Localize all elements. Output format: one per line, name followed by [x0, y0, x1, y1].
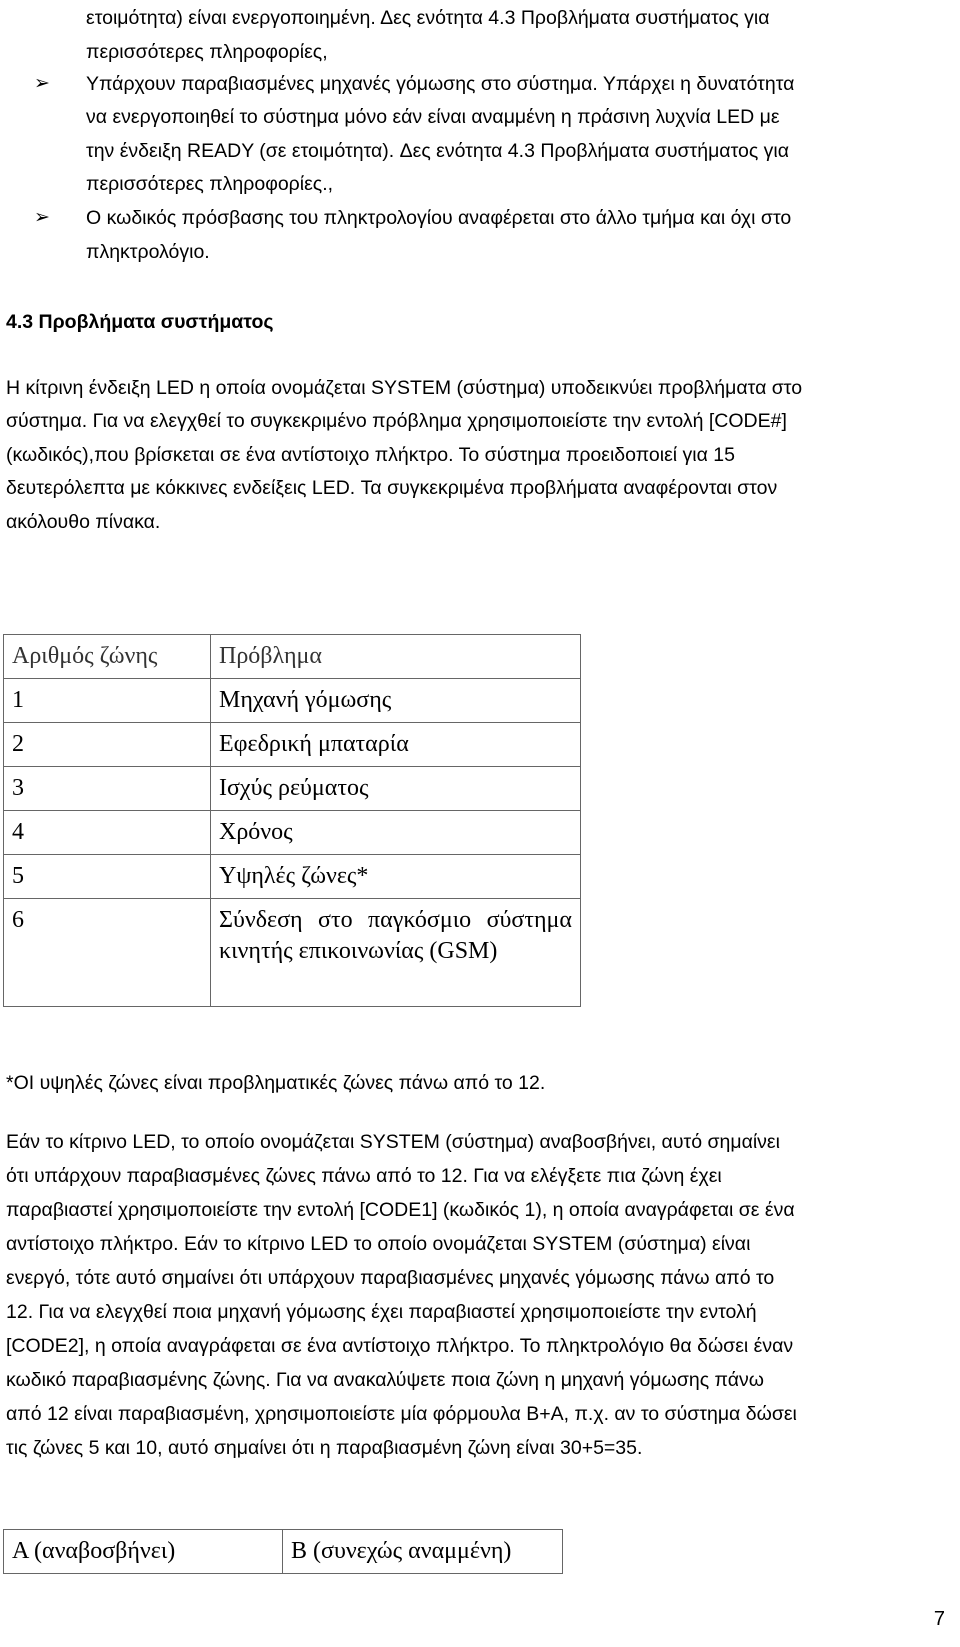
table-row [4, 811, 581, 855]
bullet-line: την ένδειξη READY (σε ετοιμότητα). Δες ενότητα 4.3 Προβλήματα συστήματος για [86, 140, 790, 162]
led-state-cell: Β (συνεχώς αναμμένη) [283, 1530, 563, 1574]
zone-number-cell: 2 [4, 723, 211, 767]
paragraph-line: (κωδικός),που βρίσκεται σε ένα αντίστοιχο πλήκτρο. Το σύστημα προειδοποιεί για 15 [6, 444, 735, 466]
zone-problem-table [3, 634, 581, 1007]
footnote: *ΟΙ υψηλές ζώνες είναι προβληματικές ζώνες πάνω από το 12. [6, 1072, 546, 1094]
table-row [4, 723, 581, 767]
bullet-line: πληκτρολόγιο. [86, 241, 210, 263]
problem-cell: Ισχύς ρεύματος [211, 767, 581, 811]
paragraph-line: Εάν το κίτρινο LED, το οποίο ονομάζεται SYSTEM (σύστημα) αναβοσβήνει, αυτό σημαίνει [6, 1131, 780, 1153]
problem-cell: Εφεδρική μπαταρία [211, 723, 581, 767]
problem-cell: Μηχανή γόμωσης [211, 679, 581, 723]
zone-number-cell: 3 [4, 767, 211, 811]
problem-cell: Υψηλές ζώνες* [211, 855, 581, 899]
table-header-cell: Πρόβλημα [211, 635, 581, 679]
bullet-line: Ο κωδικός πρόσβασης του πληκτρολογίου αναφέρεται στο άλλο τμήμα και όχι στο [86, 207, 792, 229]
paragraph-line: 12. Για να ελεγχθεί ποια μηχανή γόμωσης έχει παραβιαστεί χρησιμοποιείστε την εντολή [6, 1301, 757, 1323]
section-heading: 4.3 Προβλήματα συστήματος [6, 311, 274, 333]
paragraph-line: [CODE2], η οποία αναγράφεται σε ένα αντίστοιχο πλήκτρο. Το πληκτρολόγιο θα δώσει έναν [6, 1335, 794, 1357]
table-row [4, 679, 581, 723]
paragraph-line: ακόλουθο πίνακα. [6, 511, 161, 533]
bullet-line: Υπάρχουν παραβιασμένες μηχανές γόμωσης στο σύστημα. Υπάρχει η δυνατότητα [86, 73, 795, 95]
table-header-cell: Αριθμός ζώνης [4, 635, 211, 679]
bullet-line: να ενεργοποιηθεί το σύστημα μόνο εάν είναι αναμμένη η πράσινη λυχνία LED με [86, 106, 780, 128]
table-header-row [4, 635, 581, 679]
paragraph-line: από 12 είναι παραβιασμένη, χρησιμοποιείστε μία φόρμουλα Β+Α, π.χ. αν το σύστημα δώσει [6, 1403, 797, 1425]
led-state-table [3, 1529, 563, 1574]
paragraph-line: τις ζώνες 5 και 10, αυτό σημαίνει ότι η παραβιασμένη ζώνη είναι 30+5=35. [6, 1437, 643, 1459]
page-number: 7 [933, 1608, 945, 1630]
table-row [4, 899, 581, 1007]
paragraph-line: παραβιαστεί χρησιμοποιείστε την εντολή [CODE1] (κωδικός 1), η οποία αναγράφεται σε ένα [6, 1199, 795, 1221]
table-row [4, 1530, 563, 1574]
paragraph-line: δευτερόλεπτα με κόκκινες ενδείξεις LED. Τα συγκεκριμένα προβλήματα αναφέρονται στον [6, 477, 778, 499]
zone-number-cell: 1 [4, 679, 211, 723]
paragraph-line: ότι υπάρχουν παραβιασμένες ζώνες πάνω από το 12. Για να ελέγξετε πια ζώνη έχει [6, 1165, 722, 1187]
arrow-bullet-icon: ➢ [34, 207, 50, 228]
led-state-cell: Α (αναβοσβήνει) [4, 1530, 283, 1574]
problem-cell: Χρόνος [211, 811, 581, 855]
paragraph-line: Η κίτρινη ένδειξη LED η οποία ονομάζεται SYSTEM (σύστημα) υποδεικνύει προβλήματα στο [6, 377, 803, 399]
text-line: περισσότερες πληροφορίες, [86, 41, 328, 63]
zone-number-cell: 6 [4, 899, 211, 1007]
text-line: ετοιμότητα) είναι ενεργοποιημένη. Δες ενότητα 4.3 Προβλήματα συστήματος για [86, 7, 770, 29]
paragraph-line: ενεργό, τότε αυτό σημαίνει ότι υπάρχουν παραβιασμένες μηχανές γόμωσης πάνω από το [6, 1267, 775, 1289]
paragraph-line: σύστημα. Για να ελεγχθεί το συγκεκριμένο πρόβλημα χρησιμοποιείστε την εντολή [CODE#] [6, 410, 787, 432]
table-row [4, 855, 581, 899]
paragraph-line: κωδικό παραβιασμένης ζώνης. Για να ανακαλύψετε ποια ζώνη η μηχανή γόμωσης πάνω [6, 1369, 764, 1391]
bullet-line: περισσότερες πληροφορίες., [86, 173, 334, 195]
paragraph-line: αντίστοιχο πλήκτρο. Εάν το κίτρινο LED το οποίο ονομάζεται SYSTEM (σύστημα) είναι [6, 1233, 751, 1255]
zone-number-cell: 4 [4, 811, 211, 855]
table-row [4, 767, 581, 811]
zone-number-cell: 5 [4, 855, 211, 899]
problem-cell: Σύνδεση στο παγκόσμιο σύστημα κινητής επικοινωνίας (GSM) [211, 899, 581, 1007]
arrow-bullet-icon: ➢ [34, 73, 50, 94]
